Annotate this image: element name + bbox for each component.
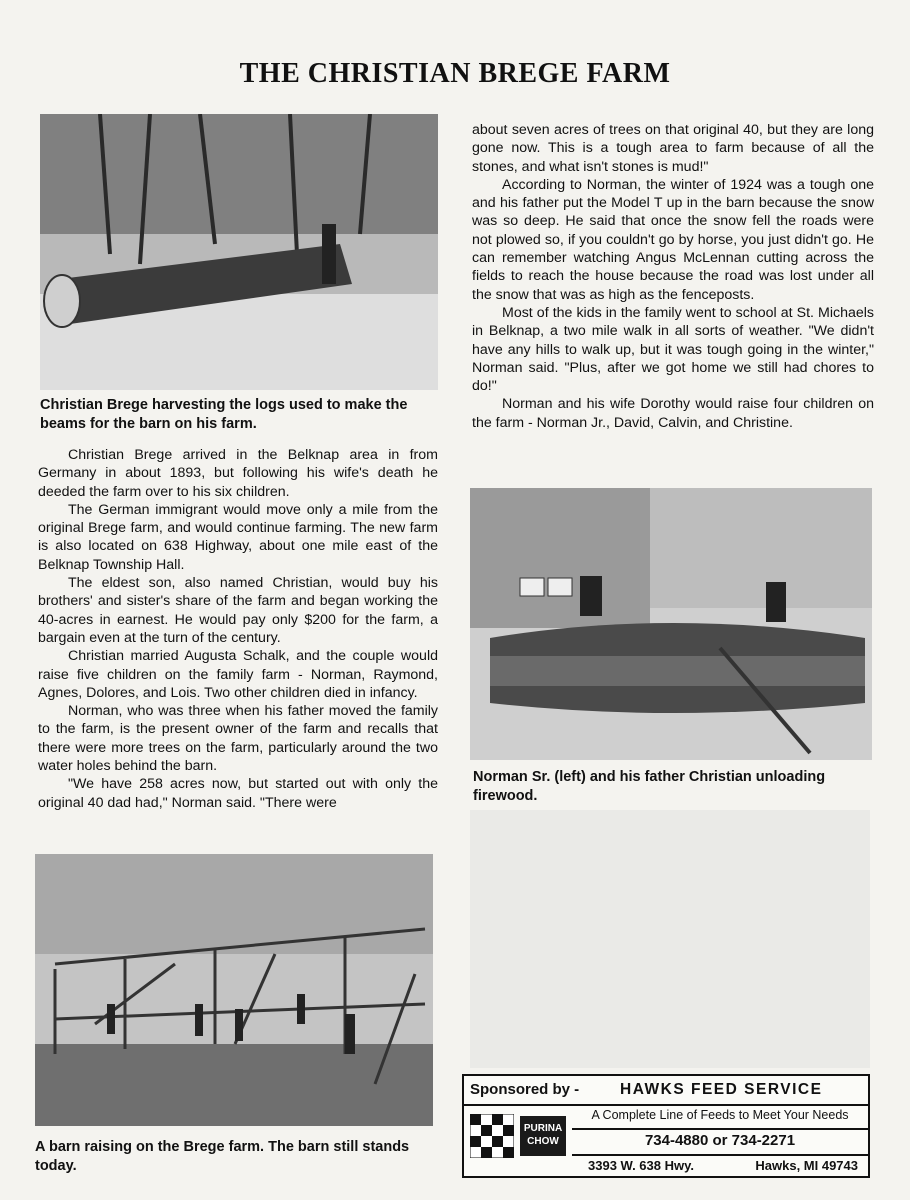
divider (572, 1128, 868, 1130)
firewood-caption: Norman Sr. (left) and his father Christian unloading firewood. (473, 769, 826, 804)
paragraph: Christian married Augusta Schalk, and the couple would raise five children on the family farm - Norman, Raymond, Agnes, Dolores, and Lois. Two other children died in infancy. (38, 648, 438, 701)
paragraph: Christian Brege arrived in the Belknap area in from Germany in about 1893, but following his wife's death he deeded the farm over to his six children. (38, 447, 438, 500)
paragraph: Most of the kids in the family went to school at St. Michaels in Belknap, a two mile walk in all sorts of weather. "We didn't have any hills to walk up, but it was tough going in the winter," Norman said. "Plus, after we got home we still had chores to do!" (472, 304, 874, 395)
page-title: THE CHRISTIAN BREGE FARM (239, 58, 671, 89)
right-column (472, 121, 874, 432)
paragraph: about seven acres of trees on that original 40, but they are long gone now. This is a tough area to farm because of all the stones, and what isn't stones is mud!" (472, 122, 874, 175)
ad-city: Hawks, MI 49743 (755, 1158, 858, 1173)
barn-raising-caption: A barn raising on the Brege farm. The barn still stands today. (35, 1139, 410, 1174)
paragraph: Norman and his wife Dorothy would raise four children on the farm - Norman Jr., David, Calvin, and Christine. (472, 396, 874, 431)
ad-address: 3393 W. 638 Hwy. (588, 1158, 694, 1173)
ad-header (464, 1076, 868, 1106)
logo-text: PURINA (523, 1123, 563, 1134)
left-column (38, 446, 438, 812)
paragraph: The German immigrant would move only a mile from the original Brege farm, and would continue farming. The new farm is also located on 638 Highway, about one mile east of the Belknap Township Hall. (38, 501, 438, 573)
ad-phone: 734-4880 or 734-2271 (644, 1132, 796, 1149)
purina-checkerboard-icon (470, 1114, 514, 1158)
logs-photo (40, 114, 438, 390)
ad-business-name: HAWKS FEED SERVICE (620, 1081, 823, 1098)
paragraph: "We have 258 acres now, but started out with only the original 40 dad had," Norman said. "There were (38, 776, 438, 811)
paragraph: According to Norman, the winter of 1924 was a tough one and his father put the Model T up in the barn because the snow was so deep. He said that once the snow fell the roads were not plowed so, if you couldn't go by horse, you just didn't go. He can remember watching Angus McLennan cutting across the fields to reach the house because the road was lost under all the snow that was as high as the fenceposts. (472, 176, 874, 303)
firewood-photo (470, 488, 872, 760)
barn-raising-photo (35, 854, 433, 1126)
bleed-through-area (470, 810, 870, 1068)
paragraph: Norman, who was three when his father moved the family to the farm, is the present owner of the farm and recalls that there were more trees on the farm, particularly around the two water holes behind the barn. (38, 703, 438, 775)
logs-caption: Christian Brege harvesting the logs used to make the beams for the barn on his farm. (40, 397, 408, 432)
divider (572, 1154, 868, 1156)
ad-sponsored-label: Sponsored by - (470, 1081, 580, 1098)
ad-tagline: A Complete Line of Feeds to Meet Your Needs (591, 1108, 849, 1122)
sponsor-ad (462, 1074, 870, 1178)
purina-chow-logo (520, 1116, 566, 1156)
logo-text: CHOW (527, 1136, 559, 1147)
paragraph: The eldest son, also named Christian, would buy his brothers' and sister's share of the farm and began working the 40-acres in earnest. He would pay only $200 for the farm, a bargain even at the turn of the century. (38, 575, 438, 646)
